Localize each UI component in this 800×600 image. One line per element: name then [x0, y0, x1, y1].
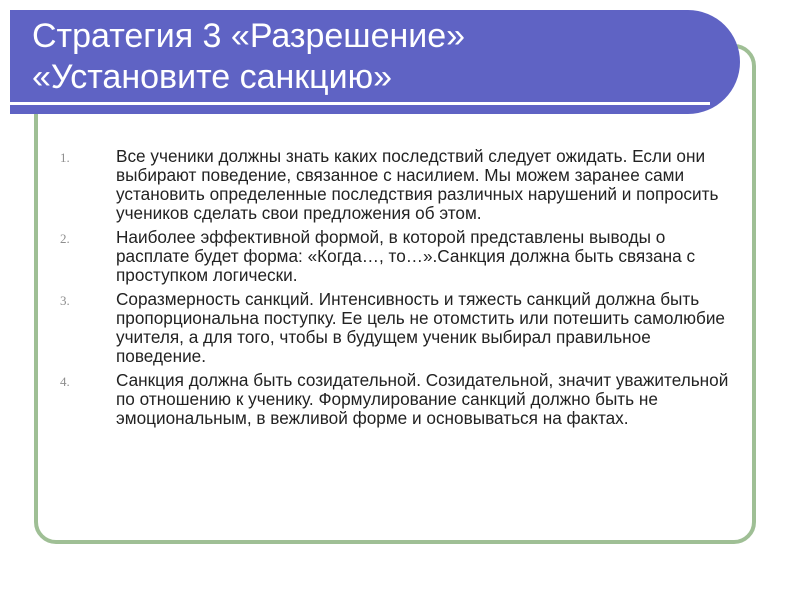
title-underline — [10, 102, 710, 105]
list-item-number: 2. — [60, 231, 70, 246]
content-list — [60, 147, 740, 433]
slide-title-line-1: Стратегия 3 «Разрешение» — [32, 17, 466, 55]
slide-title-line-2: «Установите санкцию» — [32, 58, 393, 96]
list-item-text: Наиболее эффективной формой, в которой представлены выводы о расплате будет форма: «Когда…, то…».Санкция должна быть связана с проступком логически. — [116, 227, 696, 285]
list-item-text: Санкция должна быть созидательной. Созидательной, значит уважительной по отношению к ученику. Формулирование санкций должно быть не эмоциональным, в вежливой форме и основываться на фактах. — [116, 370, 729, 428]
list-item-number: 4. — [60, 374, 70, 389]
list-item — [60, 290, 740, 366]
list-item-number: 3. — [60, 293, 70, 308]
slide-title — [32, 16, 732, 98]
list-item — [60, 371, 740, 428]
list-item — [60, 147, 740, 223]
list-item-number: 1. — [60, 150, 70, 165]
list-item-text: Соразмерность санкций. Интенсивность и тяжесть санкций должна быть пропорциональна поступку. Ее цель не отомстить или потешить самолюбие учителя, а для того, чтобы в будущем ученик выбирал правильное поведение. — [116, 289, 725, 366]
list-item-text: Все ученики должны знать каких последствий следует ожидать. Если они выбирают поведение, связанное с насилием. Мы можем заранее сами установить определенные последствия различных нарушений и попросить учеников сделать свои предложения об этом. — [116, 146, 719, 223]
list-item — [60, 228, 740, 285]
